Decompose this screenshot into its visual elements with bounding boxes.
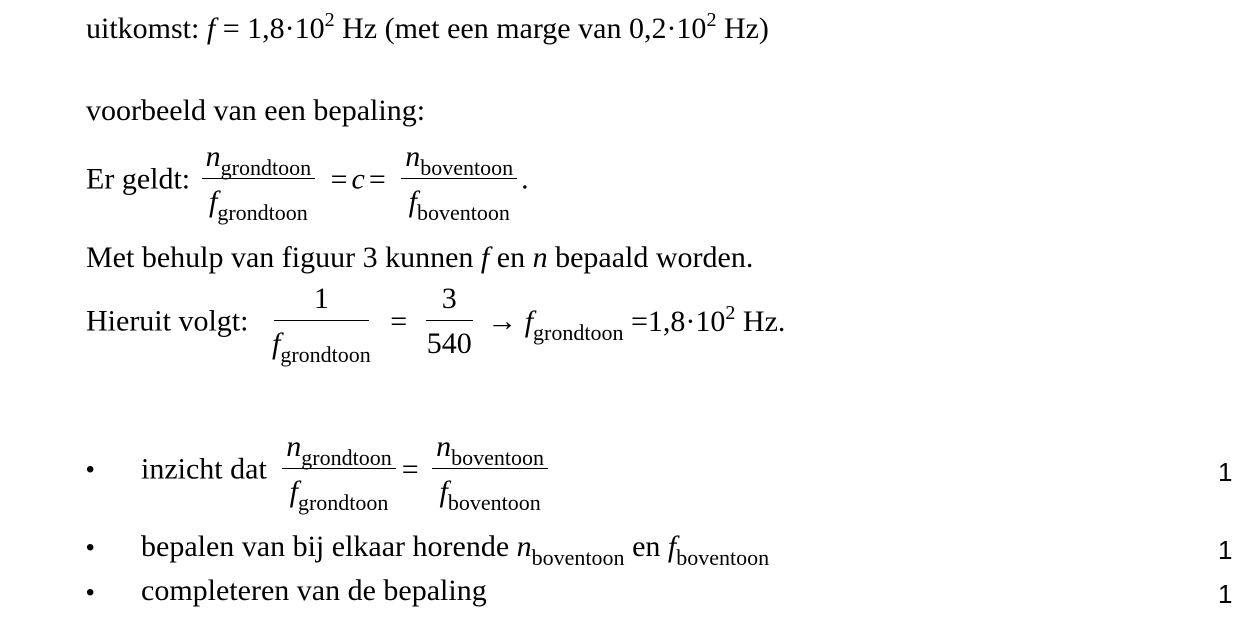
equals-sign: =	[390, 304, 408, 338]
criterion-text: bepalen van bij elkaar horende	[141, 530, 517, 563]
symbol-f: f	[480, 241, 490, 274]
fraction-grondtoon	[282, 430, 395, 515]
equals-sign: =	[401, 452, 419, 486]
fraction-one-over-f	[268, 282, 375, 367]
equals-sign: =	[330, 162, 348, 196]
bullet: •	[86, 534, 95, 561]
numerator	[401, 142, 517, 179]
criterion-3: completeren van de bepaling	[141, 574, 487, 607]
symbol-n: n	[205, 140, 221, 173]
subscript: boventoon	[447, 490, 541, 515]
fraction-grondtoon	[202, 140, 315, 225]
fraction-boventoon	[432, 430, 548, 515]
symbol-n: n	[405, 140, 421, 173]
symbol-f: f	[439, 475, 448, 508]
symbol-n: n	[436, 430, 452, 463]
result-value: =1,8·10	[631, 304, 726, 338]
symbol-f: f	[271, 327, 281, 360]
text: en	[489, 241, 533, 274]
denominator	[268, 321, 375, 367]
subscript: boventoon	[420, 155, 514, 180]
subscript: boventoon	[416, 200, 510, 225]
bullet: •	[86, 456, 95, 483]
hieruit-volgt-equation	[86, 282, 786, 367]
er-geldt-equation	[86, 140, 529, 225]
denominator	[286, 469, 393, 515]
symbol-f: f	[208, 185, 218, 218]
subscript: grondtoon	[533, 319, 624, 345]
unit: Hz.	[735, 304, 786, 338]
exponent: 2	[725, 301, 736, 324]
numerator	[202, 142, 315, 179]
score: 1	[1218, 579, 1233, 609]
symbol-n: n	[516, 530, 532, 563]
arrow: →	[487, 304, 518, 338]
symbol-f: f	[667, 530, 677, 563]
result-line	[86, 9, 769, 45]
criterion-2	[141, 530, 770, 570]
number: 540	[426, 327, 472, 360]
fraction-boventoon	[401, 140, 517, 225]
subscript: boventoon	[676, 545, 770, 570]
numerator	[432, 432, 548, 469]
subscript: boventoon	[451, 445, 545, 470]
subscript: grondtoon	[301, 445, 392, 470]
subscript: grondtoon	[297, 490, 389, 515]
subscript: grondtoon	[217, 200, 308, 225]
score: 1	[1218, 457, 1233, 487]
symbol-c: c	[351, 162, 365, 196]
bullet: •	[86, 579, 95, 606]
symbol-n: n	[532, 241, 548, 274]
denominator	[405, 179, 514, 225]
symbol-n: n	[286, 430, 302, 463]
score: 1	[1218, 535, 1233, 565]
result-value: = 1,8·10	[215, 12, 325, 45]
exponent: 2	[706, 9, 717, 31]
text: Met behulp van figuur 3 kunnen	[86, 241, 481, 274]
number: 1	[313, 282, 329, 315]
denominator	[436, 469, 545, 515]
symbol-f: f	[408, 185, 417, 218]
symbol-f: f	[289, 475, 298, 508]
example-heading: voorbeeld van een bepaling:	[86, 94, 426, 127]
subscript: grondtoon	[220, 155, 312, 180]
hieruit-label: Hieruit volgt:	[86, 304, 249, 338]
denominator	[205, 179, 312, 225]
er-geldt-label: Er geldt:	[86, 162, 191, 196]
text: bepaald worden.	[547, 241, 754, 274]
margin-text: Hz (met een marge van 0,2·10	[334, 12, 707, 45]
denominator	[423, 321, 476, 359]
exponent: 2	[324, 9, 335, 31]
subscript: boventoon	[531, 545, 625, 570]
criterion-text: inzicht dat	[141, 452, 267, 486]
result-prefix: uitkomst:	[86, 12, 200, 45]
number: 3	[441, 282, 457, 315]
numerator	[274, 284, 369, 321]
criterion-1	[141, 430, 552, 515]
fraction-3-over-540	[423, 284, 476, 359]
numerator	[426, 284, 473, 321]
period: .	[521, 162, 529, 196]
equals-sign: =	[368, 162, 386, 196]
criterion-text: en	[624, 530, 668, 563]
result-expression	[524, 301, 786, 345]
symbol-f: f	[524, 304, 534, 338]
result-end: Hz)	[716, 12, 769, 45]
subscript: grondtoon	[280, 342, 371, 367]
symbol-f: f	[206, 12, 216, 45]
numerator	[282, 432, 395, 469]
met-behulp-line	[86, 243, 753, 273]
